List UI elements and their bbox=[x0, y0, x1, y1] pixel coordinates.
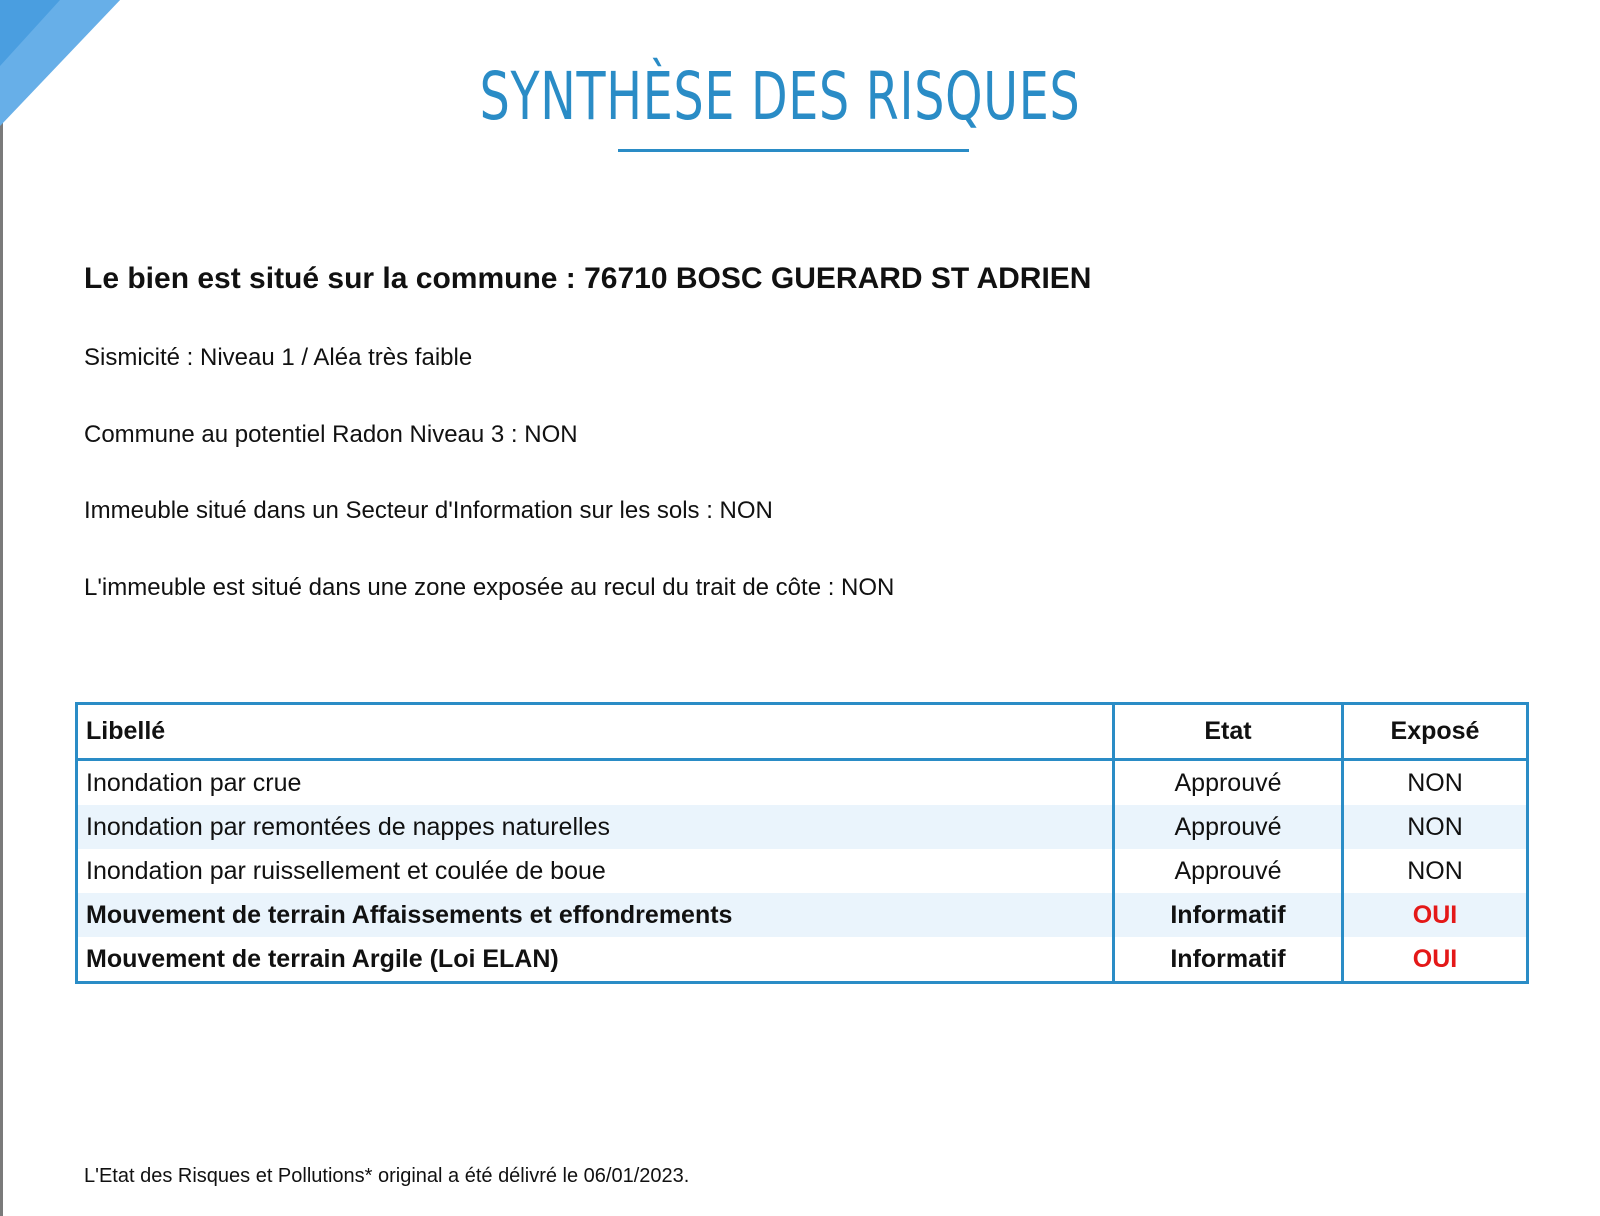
row-etat: Approuvé bbox=[1114, 760, 1343, 806]
row-etat: Approuvé bbox=[1114, 805, 1343, 849]
header-libelle: Libellé bbox=[77, 704, 1114, 760]
trait-cote-line: L'immeuble est situé dans une zone exposée au recul du trait de côte : NON bbox=[84, 574, 895, 601]
footer-note: L'Etat des Risques et Pollutions* original a été délivré le 06/01/2023. bbox=[84, 1165, 690, 1187]
table-row bbox=[77, 893, 1528, 937]
title-underline bbox=[618, 149, 969, 152]
row-expose: NON bbox=[1407, 857, 1463, 885]
corner-decoration bbox=[0, 0, 130, 130]
row-expose: NON bbox=[1407, 769, 1463, 797]
risk-table bbox=[75, 702, 1529, 984]
row-etat: Informatif bbox=[1114, 893, 1343, 937]
commune-heading: Le bien est situé sur la commune : 76710 BOSC GUERARD ST ADRIEN bbox=[84, 262, 1092, 295]
row-libelle: Inondation par remontées de nappes naturelles bbox=[77, 805, 1114, 849]
header-etat: Etat bbox=[1114, 704, 1343, 760]
row-expose: NON bbox=[1343, 805, 1528, 849]
table-row bbox=[77, 849, 1528, 893]
row-expose: OUI bbox=[1343, 893, 1528, 937]
row-libelle: Mouvement de terrain Argile (Loi ELAN) bbox=[77, 937, 1114, 983]
table-header-row bbox=[77, 704, 1528, 760]
page-title: SYNTHÈSE DES RISQUES bbox=[479, 58, 1081, 135]
row-libelle: Inondation par ruissellement et coulée de boue bbox=[77, 849, 1114, 893]
table-row bbox=[77, 760, 1528, 806]
table-row bbox=[77, 937, 1528, 983]
table-row bbox=[77, 805, 1528, 849]
row-expose: OUI bbox=[1412, 945, 1458, 973]
row-libelle: Inondation par crue bbox=[77, 760, 1114, 806]
row-libelle: Mouvement de terrain Affaissements et effondrements bbox=[77, 893, 1114, 937]
header-expose: Exposé bbox=[1390, 717, 1480, 745]
page-left-edge bbox=[0, 0, 3, 1216]
row-etat: Approuvé bbox=[1114, 849, 1343, 893]
row-etat: Informatif bbox=[1114, 937, 1343, 983]
sismicite-line: Sismicité : Niveau 1 / Aléa très faible bbox=[84, 344, 473, 371]
sis-line: Immeuble situé dans un Secteur d'Information sur les sols : NON bbox=[84, 497, 773, 524]
radon-line: Commune au potentiel Radon Niveau 3 : NON bbox=[84, 421, 578, 448]
